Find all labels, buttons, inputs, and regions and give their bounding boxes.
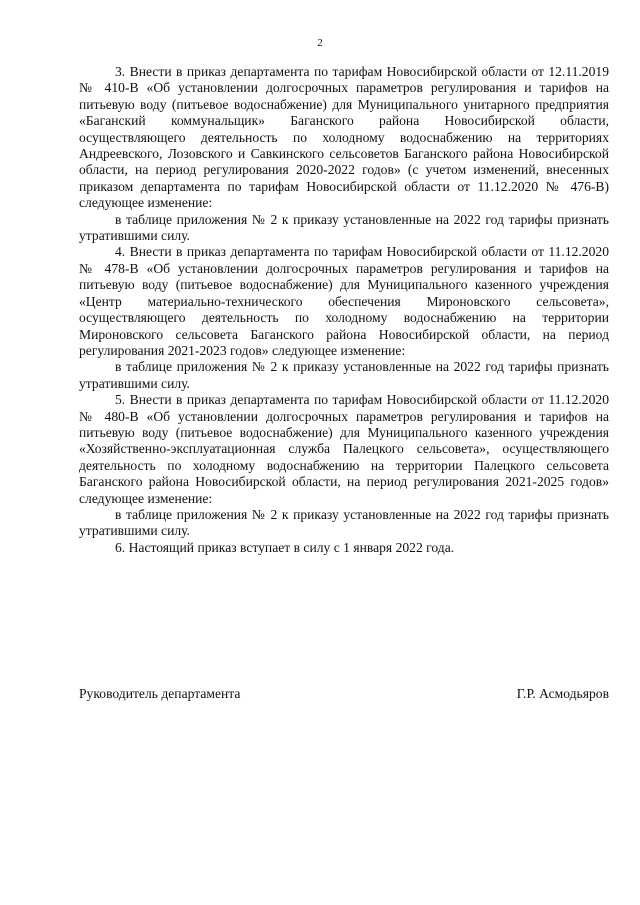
- paragraph-item-5: 5. Внести в приказ департамента по тарифам Новосибирской области от 11.12.2020 № 480-В «Об установлении долгосрочных параметров регулирования и тарифов на питьевую воду (питьевое водоснабжение) для Муниципального казенного учреждения «Хозяйственно-эксплуатационная служба Палецкого сельсовета», осуществляющего деятельность по холодному водоснабжению на территории Палецкого сельсовета Баганского района Новосибирской области, на период регулирования 2021-2025 годов» следующее изменение:: [79, 392, 609, 506]
- page-number: 2: [317, 37, 323, 49]
- signatory-position: Руководитель департамента: [79, 686, 241, 701]
- paragraph-item-4: 4. Внести в приказ департамента по тарифам Новосибирской области от 11.12.2020 № 478-В «Об установлении долгосрочных параметров регулирования и тарифов на питьевую воду (питьевое водоснабжение) для Муниципального казенного учреждения «Центр материально-технического обеспечения Мироновского сельсовета», осуществляющего деятельность по холодному водоснабжению на территории Мироновского сельсовета Баганского района Новосибирской области, на период регулирования 2021-2023 годов» следующее изменение:: [79, 244, 609, 358]
- paragraph-item-5-change: в таблице приложения № 2 к приказу установленные на 2022 год тарифы признать утратившими силу.: [79, 506, 609, 539]
- signatory-name: Г.Р. Асмодьяров: [516, 686, 609, 701]
- signature-block: [79, 686, 609, 702]
- paragraph-item-4-change: в таблице приложения № 2 к приказу установленные на 2022 год тарифы признать утратившими силу.: [79, 359, 609, 391]
- paragraph-item-3-change: в таблице приложения № 2 к приказу установленные на 2022 год тарифы признать утратившими силу.: [79, 211, 609, 244]
- paragraph-item-3: 3. Внести в приказ департамента по тарифам Новосибирской области от 12.11.2019 № 410-В «Об установлении долгосрочных параметров регулирования и тарифов на питьевую воду (питьевое водоснабжение) для Муниципального унитарного предприятия «Баганский коммунальщик» Баганского района Новосибирской области, осуществляющего деятельность по холодному водоснабжению на территориях Андреевского, Лозовского и Савкинского сельсоветов Баганского района Новосибирской области, на период регулирования 2020-2022 годов» (с учетом изменений, внесенных приказом департамента по тарифам Новосибирской области от 11.12.2020 № 476-В) следующее изменение:: [79, 64, 609, 211]
- paragraph-item-6: 6. Настоящий приказ вступает в силу с 1 января 2022 года.: [115, 539, 455, 555]
- document-body: [79, 64, 609, 556]
